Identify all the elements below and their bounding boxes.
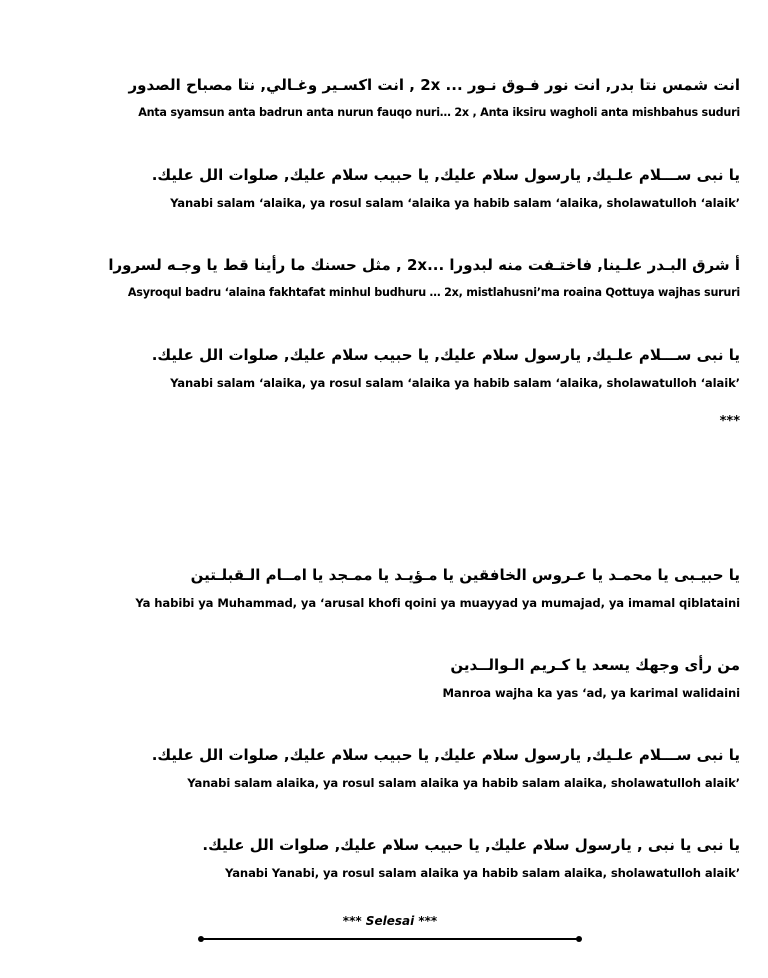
- closing-text: *** Selesai ***: [342, 914, 438, 928]
- verse-latin: Manroa wajha ka yas ‘ad, ya karimal walidaini: [442, 686, 740, 700]
- verse-latin: Ya habibi ya Muhammad, ya ‘arusal khofi qoini ya muayyad ya mumajad, ya imamal qiblataini: [135, 596, 740, 610]
- rule-end-dot: [198, 936, 204, 942]
- closing-rule: [200, 938, 580, 940]
- verse-1: [40, 74, 740, 122]
- verse-arabic: يا نبى يا نبى , يارسول سلام عليك, يا حبيب سلام عليك, صلوات الل عليك.: [202, 836, 740, 854]
- verse-2: [40, 164, 740, 212]
- verse-latin: Yanabi salam alaika, ya rosul salam alaika ya habib salam alaika, sholawatulloh alaik’: [187, 776, 740, 790]
- verse-latin: Yanabi salam ‘alaika, ya rosul salam ‘alaika ya habib salam ‘alaika, sholawatulloh ‘alaik’: [170, 196, 740, 210]
- verse-5: [40, 564, 740, 612]
- closing-footer: [200, 912, 580, 930]
- verse-arabic: من رأى وجهك يسعد يا كـريم الـوالــدين: [450, 656, 740, 674]
- verse-arabic: يا نبى ســـلام علـيك, يارسول سلام عليك, يا حبيب سلام عليك, صلوات الل عليك.: [151, 346, 740, 364]
- verse-arabic: يا حبيـبى يا محمـد يا عـروس الخافقين يا مـؤيـد يا ممـجد يا امــام الـقبلـتين: [190, 566, 740, 584]
- verse-7: [40, 744, 740, 792]
- verse-arabic: انت شمس نتا بدر, انت نور فـوق نـور ... 2x , انت اكسـير وغـالي, نتا مصباح الصدور: [128, 76, 740, 94]
- verse-arabic: يا نبى ســـلام علـيك, يارسول سلام عليك, يا حبيب سلام عليك, صلوات الل عليك.: [151, 166, 740, 184]
- verse-latin: Asyroqul badru ‘alaina fakhtafat minhul budhuru … 2x, mistlahusni’ma roaina Qottuya wajhas sururi: [127, 286, 740, 299]
- verse-arabic: أ شرق البـدر علـينا, فاختـفت منه لبدورا ...2x , مثل حسنك ما رأينا قط يا وجـه لسرورا: [108, 256, 740, 274]
- verse-8: [40, 834, 740, 882]
- section-separator: ***: [719, 414, 740, 429]
- rule-end-dot: [576, 936, 582, 942]
- verse-latin: Yanabi salam ‘alaika, ya rosul salam ‘alaika ya habib salam ‘alaika, sholawatulloh ‘alaik’: [170, 376, 740, 390]
- verse-arabic: يا نبى ســـلام علـيك, يارسول سلام عليك, يا حبيب سلام عليك, صلوات الل عليك.: [151, 746, 740, 764]
- verse-latin: Yanabi Yanabi, ya rosul salam alaika ya habib salam alaika, sholawatulloh alaik’: [224, 866, 740, 880]
- verse-latin: Anta syamsun anta badrun anta nurun fauqo nuri… 2x , Anta iksiru wagholi anta mishbahus suduri: [138, 106, 740, 119]
- verse-6: [40, 654, 740, 702]
- verse-3: [40, 254, 740, 302]
- verse-4: [40, 344, 740, 392]
